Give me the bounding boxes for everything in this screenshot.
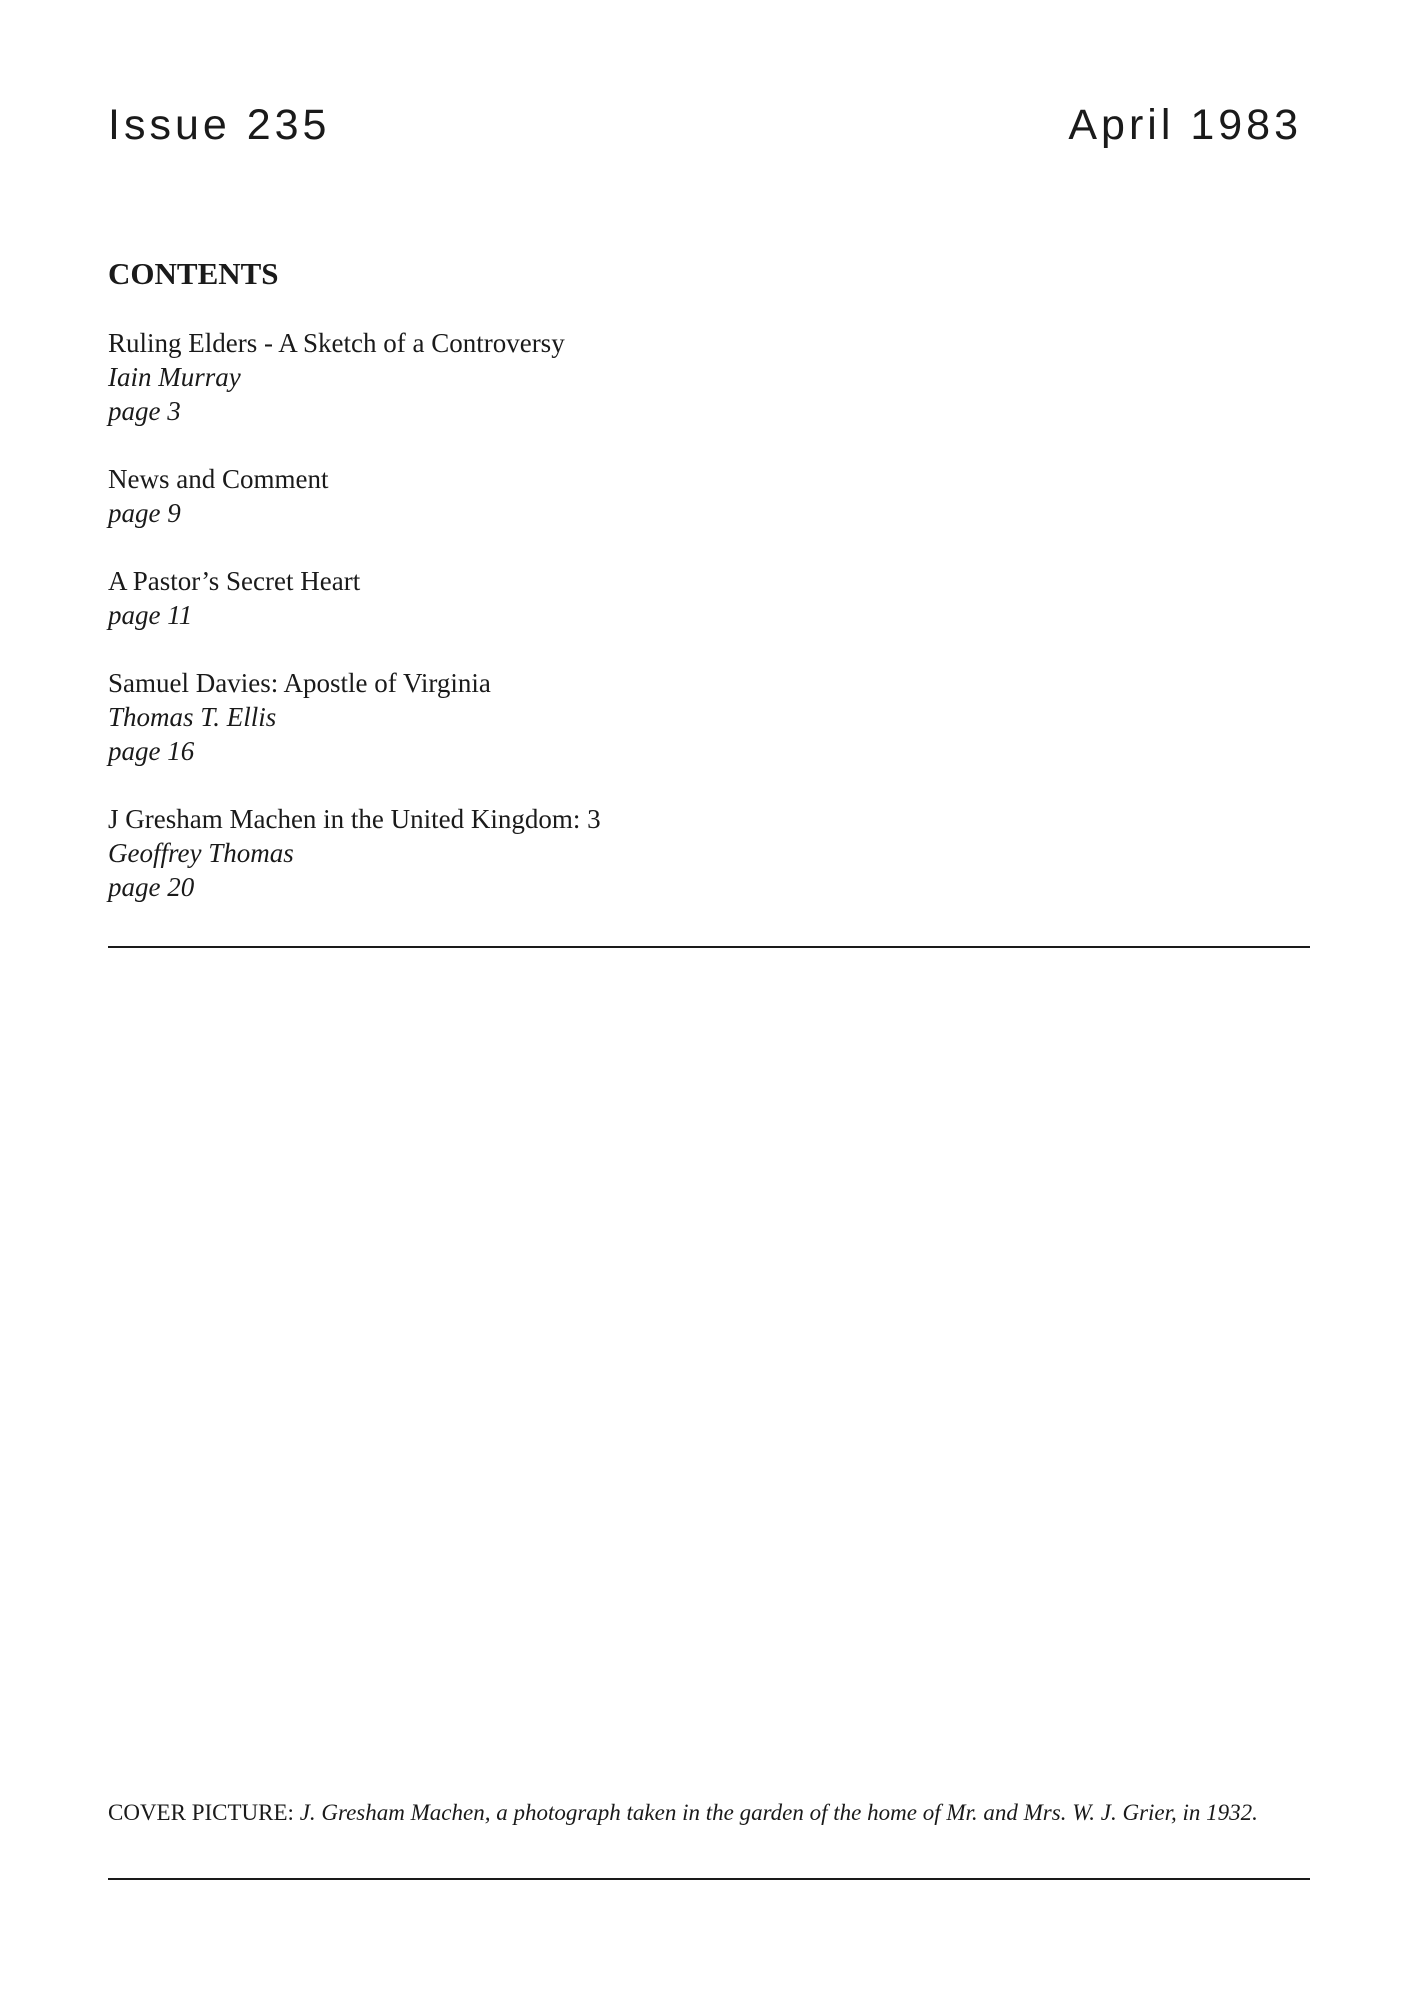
contents-heading: CONTENTS: [108, 256, 279, 291]
cover-picture-description: J. Gresham Machen, a photograph taken in the garden of the home of Mr. and Mrs. W. J. Grier, in 1932.: [299, 1800, 1258, 1825]
toc-entry-author: Thomas T. Ellis: [108, 702, 277, 732]
issue-number: Issue 235: [108, 101, 331, 149]
contents-divider: [108, 946, 1310, 948]
issue-date: April 1983: [1068, 101, 1302, 149]
toc-entry-page: page 20: [108, 872, 195, 902]
toc-entry-title: Samuel Davies: Apostle of Virginia: [108, 668, 491, 698]
toc-entry-page: page 9: [108, 498, 181, 528]
toc-entry-gresham-machen: [108, 802, 1308, 904]
caption-divider: [108, 1878, 1310, 1880]
toc-entry-news-and-comment: [108, 462, 1308, 530]
toc-entry-author: Iain Murray: [108, 362, 241, 392]
toc-entry-pastors-secret-heart: [108, 564, 1308, 632]
toc-entry-page: page 16: [108, 736, 195, 766]
toc-entry-title: J Gresham Machen in the United Kingdom: 3: [108, 804, 601, 834]
toc-entry-page: page 11: [108, 600, 193, 630]
toc-entry-author: Geoffrey Thomas: [108, 838, 294, 868]
cover-picture-caption: [108, 1797, 1310, 1828]
toc-entry-samuel-davies: [108, 666, 1308, 768]
toc-entry-title: Ruling Elders - A Sketch of a Controversy: [108, 328, 565, 358]
toc-entry-title: News and Comment: [108, 464, 329, 494]
table-of-contents: [108, 326, 1308, 938]
toc-entry-page: page 3: [108, 396, 181, 426]
cover-picture-label: COVER PICTURE:: [108, 1800, 294, 1825]
toc-entry-title: A Pastor’s Secret Heart: [108, 566, 361, 596]
page-header: [108, 100, 1302, 150]
toc-entry-ruling-elders: [108, 326, 1308, 428]
